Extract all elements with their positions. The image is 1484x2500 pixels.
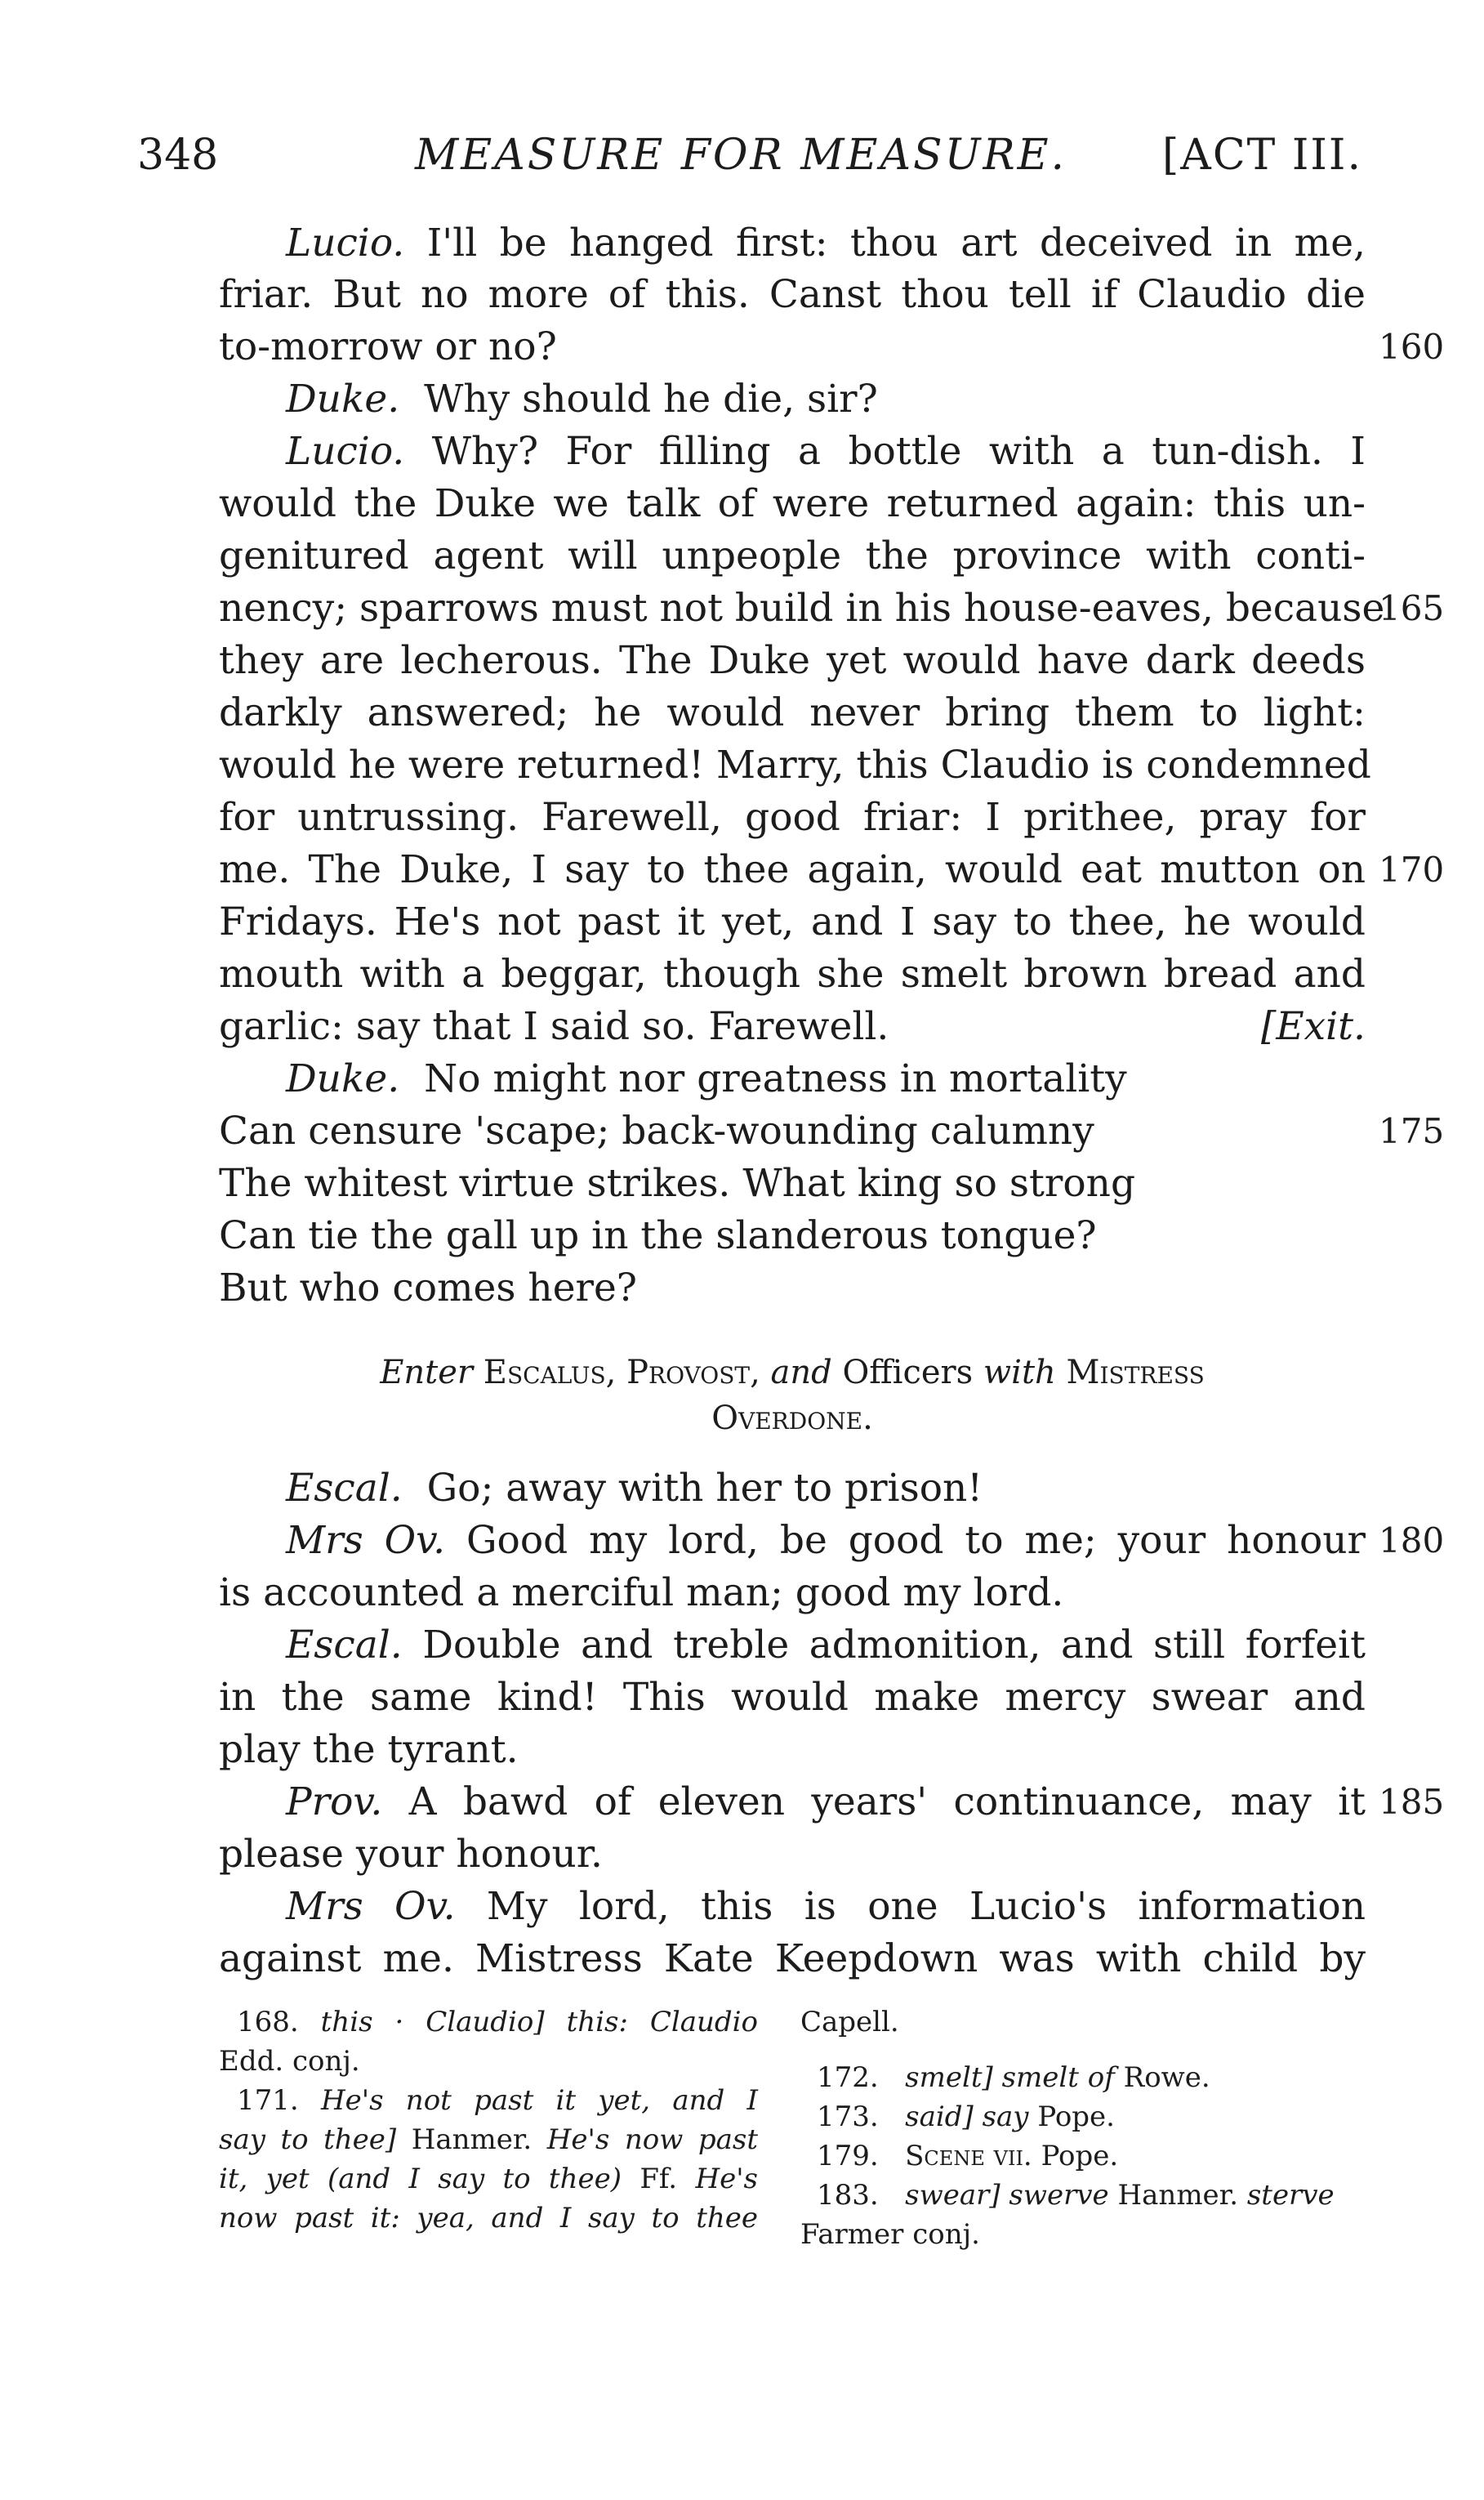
line-text: friar. But no more of this. Canst thou tell if Claudio die	[219, 272, 1366, 317]
footnote-179	[817, 2137, 1118, 2175]
text-line	[219, 1264, 637, 1313]
sd-with: with	[983, 1354, 1056, 1391]
stage-direction	[219, 1350, 1366, 1395]
line-text: Can tie the gall up in the slanderous tongue?	[219, 1213, 1097, 1258]
text-line	[286, 1055, 1127, 1104]
line-text: would the Duke we talk of were returned again: this un-	[219, 481, 1366, 526]
text-line	[219, 1830, 603, 1879]
footnote-172	[817, 2059, 1210, 2096]
running-title: MEASURE FOR MEASURE.	[415, 131, 1067, 180]
speaker-name: Prov.	[286, 1779, 383, 1824]
footnote-183	[817, 2176, 1335, 2214]
line-number: 160	[1379, 327, 1445, 367]
footnote-168	[237, 2003, 758, 2041]
text-line	[219, 689, 1366, 738]
text-line	[219, 1002, 1366, 1051]
line-text: I'll be hanged first: thou art deceived in me,	[426, 221, 1366, 266]
speaker-name: Mrs Ov.	[286, 1884, 456, 1929]
text-line	[286, 1621, 1366, 1670]
text-line	[219, 1569, 1063, 1618]
footnote-reading: Scene vii.	[905, 2140, 1032, 2172]
text-line	[219, 1159, 1135, 1208]
page-number: 348	[137, 131, 219, 180]
speaker-name: Escal.	[286, 1466, 403, 1511]
footnote-168-cont	[219, 2042, 360, 2080]
footnote-reading: smelt of	[1001, 2061, 1115, 2094]
footnote-lemma: this · Claudio]	[320, 2006, 545, 2038]
line-text: Why? For filling a bottle with a tun-dish. I	[431, 429, 1366, 474]
footnote-171-cont	[219, 2121, 758, 2158]
speaker-name: Lucio.	[286, 221, 405, 266]
text-line	[286, 1516, 1366, 1565]
footnote-lemma: smelt]	[905, 2061, 993, 2094]
footnote-reading: swerve	[1009, 2179, 1109, 2212]
text-line	[219, 480, 1366, 529]
line-text: for untrussing. Farewell, good friar: I prithee, pray for	[219, 795, 1366, 840]
footnote-reading: sterve	[1246, 2179, 1335, 2212]
line-text: play the tyrant.	[219, 1727, 519, 1772]
line-text: is accounted a merciful man; good my lord.	[219, 1570, 1064, 1615]
text-line	[286, 1778, 1366, 1827]
text-line	[219, 323, 557, 372]
footnote-source: Edd. conj.	[219, 2045, 360, 2078]
line-number: 185	[1379, 1782, 1445, 1822]
line-text: Fridays. He's not past it yet, and I say to thee, he would	[219, 900, 1366, 944]
footnote-reading: it, yet (and I say to thee)	[219, 2163, 622, 2195]
line-text: garlic: say that I said so. Farewell.	[219, 1004, 889, 1049]
footnote-source: Pope.	[1041, 2140, 1119, 2172]
text-line	[219, 584, 1385, 633]
sd-mistress: Mistress	[1066, 1354, 1205, 1391]
text-line	[219, 950, 1366, 999]
line-text: Good my lord, be good to me; your honour	[466, 1518, 1366, 1563]
footnote-171-cont	[219, 2199, 758, 2237]
line-text: darkly answered; he would never bring them to light:	[219, 690, 1366, 735]
footnote-number: 168.	[237, 2006, 299, 2038]
footnote-number: 172.	[817, 2061, 879, 2094]
footnote-lemma: said]	[905, 2100, 974, 2133]
line-text: Can censure 'scape; back-wounding calumny	[219, 1109, 1094, 1154]
text-line	[286, 1882, 1366, 1931]
speaker-name: Duke.	[286, 377, 400, 422]
act-label: [ACT III.	[1162, 131, 1362, 180]
footnote-lemma: He's not past it yet, and I	[320, 2084, 758, 2117]
line-number: 165	[1379, 588, 1445, 628]
speaker-name: Lucio.	[286, 429, 405, 474]
line-number: 170	[1379, 850, 1445, 890]
text-line	[219, 1107, 1094, 1156]
footnote-number: 179.	[817, 2140, 879, 2172]
sd-escalus: Escalus,	[483, 1354, 617, 1391]
footnote-183-cont	[800, 2216, 980, 2253]
sd-enter: Enter	[380, 1354, 474, 1391]
line-text: me. The Duke, I say to thee again, would eat mutton on	[219, 847, 1366, 892]
line-text: mouth with a beggar, though she smelt brown bread and	[219, 952, 1366, 997]
footnote-source: Capell.	[800, 2006, 899, 2038]
footnote-source: Ff.	[640, 2163, 678, 2195]
sd-provost: Provost,	[626, 1354, 760, 1391]
line-number: 180	[1379, 1520, 1445, 1560]
sd-and: and	[770, 1354, 832, 1391]
text-line	[286, 1464, 983, 1513]
line-text: to-morrow or no?	[219, 324, 557, 369]
footnote-171-cont	[219, 2160, 758, 2198]
footnote-number: 173.	[817, 2100, 879, 2133]
text-line	[286, 427, 1366, 476]
line-text: in the same kind! This would make mercy swear and	[219, 1675, 1366, 1720]
footnote-173	[817, 2098, 1115, 2136]
footnote-capell	[800, 2003, 899, 2041]
sd-overdone: Overdone.	[711, 1400, 873, 1437]
line-text: nency; sparrows must not build in his house-eaves, because	[219, 586, 1385, 631]
footnote-reading: He's	[695, 2163, 759, 2195]
footnote-source: Pope.	[1037, 2100, 1115, 2133]
footnote-source: Rowe.	[1123, 2061, 1210, 2094]
line-number: 175	[1379, 1111, 1445, 1151]
exit-direction: [Exit.	[1260, 1004, 1366, 1049]
line-text: My lord, this is one Lucio's information	[486, 1884, 1366, 1929]
text-line	[219, 270, 1366, 319]
line-text: No might nor greatness in mortality	[424, 1056, 1127, 1101]
line-text: would he were returned! Marry, this Claudio is condemned	[219, 743, 1371, 788]
text-line	[286, 219, 1366, 268]
text-line	[219, 898, 1366, 947]
line-text: please your honour.	[219, 1832, 603, 1877]
text-line	[219, 532, 1366, 581]
line-text: Why should he die, sir?	[424, 377, 878, 422]
line-text: Double and treble admonition, and still forfeit	[422, 1623, 1366, 1667]
footnote-number: 171.	[237, 2084, 299, 2117]
sd-officers: Officers	[842, 1354, 974, 1391]
line-text: against me. Mistress Kate Keepdown was with child by	[219, 1936, 1366, 1981]
footnote-reading: this: Claudio	[566, 2006, 758, 2038]
stage-direction-cont	[219, 1395, 1366, 1441]
line-text: Go; away with her to prison!	[426, 1466, 983, 1511]
text-line	[219, 793, 1366, 842]
footnote-171	[237, 2082, 758, 2119]
footnote-lemma: swear]	[905, 2179, 1000, 2212]
line-text: genitured agent will unpeople the province with conti-	[219, 533, 1366, 578]
text-line	[219, 846, 1366, 895]
footnote-number: 183.	[817, 2179, 879, 2212]
text-line	[219, 636, 1366, 685]
speaker-name: Escal.	[286, 1623, 403, 1667]
text-line	[219, 741, 1371, 790]
text-line	[286, 375, 878, 424]
text-line	[219, 1212, 1097, 1261]
footnote-reading: He's now past	[546, 2123, 758, 2156]
speaker-name: Duke.	[286, 1056, 400, 1101]
footnote-source: Farmer conj.	[800, 2218, 980, 2251]
text-line	[219, 1935, 1366, 1984]
footnote-source: Hanmer.	[1117, 2179, 1239, 2212]
text-line	[219, 1673, 1366, 1722]
footnote-source: Hanmer.	[411, 2123, 533, 2156]
text-line	[219, 1725, 519, 1775]
line-text: they are lecherous. The Duke yet would have dark deeds	[219, 638, 1366, 683]
running-head	[137, 131, 1362, 196]
line-text: The whitest virtue strikes. What king so strong	[219, 1161, 1136, 1206]
line-text: But who comes here?	[219, 1266, 637, 1310]
footnote-lemma: say to thee]	[219, 2123, 397, 2156]
line-text: A bawd of eleven years' continuance, may it	[408, 1779, 1366, 1824]
footnote-reading: say	[982, 2100, 1029, 2133]
footnote-reading: now past it: yea, and I say to thee	[219, 2202, 758, 2234]
speaker-name: Mrs Ov.	[286, 1518, 446, 1563]
